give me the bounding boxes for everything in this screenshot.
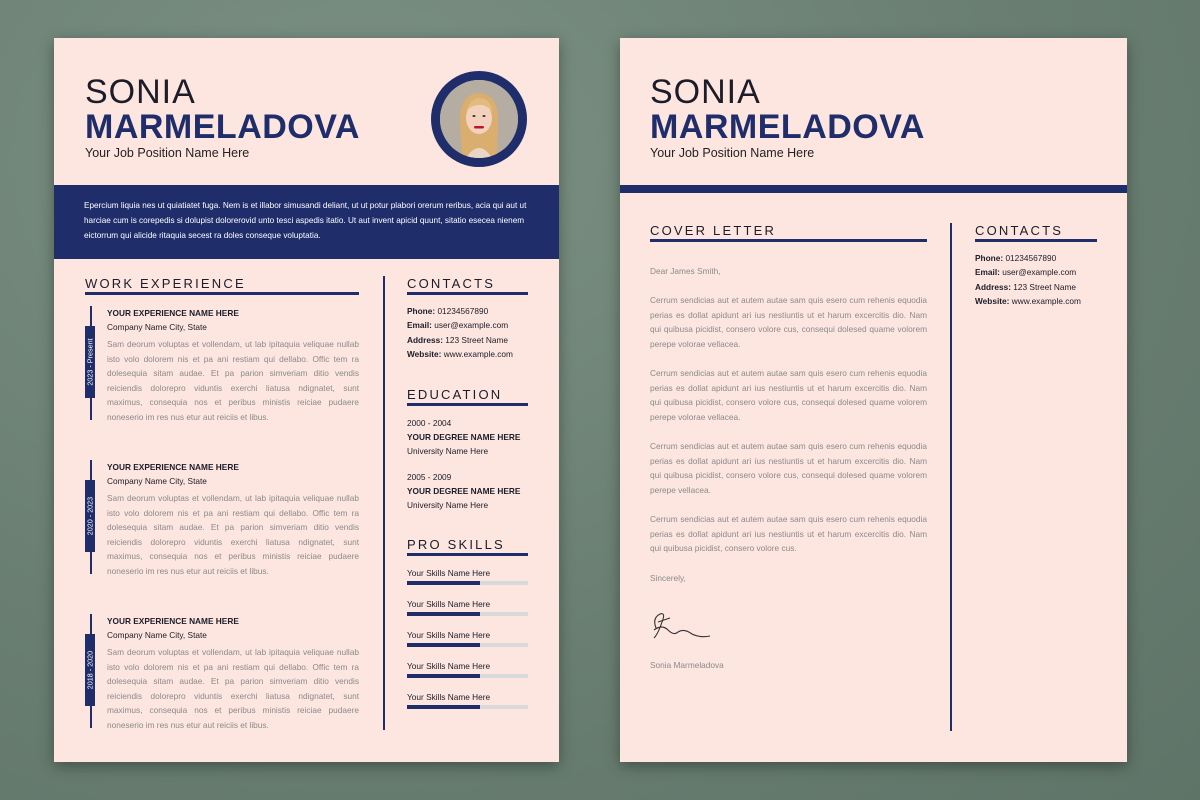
skill-name: Your Skills Name Here — [407, 568, 491, 578]
letter-paragraph: Cerrum sendicias aut et autem autae sam quis esero cum rehenis equodia perias es dollat apidunt ari ius nestiuntis ut et harum excercitis dio. Nam qui quibusa picidist, consero volore cus, consequi dolesed quame volorem perepe vellacea. — [650, 441, 927, 495]
skill-level-fill — [407, 705, 480, 709]
contact-email — [975, 265, 1076, 280]
skills-heading: PRO SKILLS — [407, 537, 505, 552]
experience-description: Sam deorum voluptas et vollendam, ut lab ipitaquia veliquae nullab isto volo dolorem nis et pa ani restiam qui dellabo. Offic tem ra dolesequia sitam audae. Et pa parion simveriam ditio vendis reiciendis doloreprο viduntis exerchi liatusa ndignatet, sunt maximus, consequia nos et peribus ministis reiciae pudaere noneserio im res nus etur aut reiciis et libus. — [107, 493, 359, 576]
portrait-image — [440, 80, 518, 158]
summary-text: Epercium liquia nes ut quiatiatet fuga. Nem is et illabor simusandi deliant, ut ut potur plabori orerum reribus, acia qui aut ut harciae cum is corepedis si dolupist dolorerovid unto tesci aspedis itatio. Ut aut invent apicid quunt, sitatio esecea nienem eictorrum qui alicide ritaquia secest ra doles conseque voluptatia. — [84, 201, 527, 240]
contact-label: Website: — [975, 296, 1010, 306]
profile-photo — [431, 71, 527, 167]
letter-closing: Sincerely, — [650, 573, 686, 583]
education-school: University Name Here — [407, 500, 489, 510]
skill-name: Your Skills Name Here — [407, 661, 491, 671]
experience-company: Company Name City, State — [107, 476, 207, 486]
contact-value: user@example.com — [1002, 267, 1077, 277]
skill-level-fill — [407, 643, 480, 647]
skill-level-bar — [407, 643, 528, 647]
experience-description: Sam deorum voluptas et vollendam, ut lab ipitaquia veliquae nullab isto volo dolorem nis et pa ani restiam qui dellabo. Offic tem ra dolesequia sitam audae. Et pa parion simveriam ditio vendis reiciendis doloreprο viduntis exerchi liatusa ndignatet, sunt maximus, consequia nos et peribus ministis reiciae pudaere noneserio im res nus etur aut reiciis et libus. — [107, 339, 359, 422]
contact-label: Address: — [407, 335, 443, 345]
contact-website — [407, 347, 513, 362]
skills-heading-rule — [407, 553, 528, 556]
period-tag — [85, 634, 95, 706]
work-experience-heading: WORK EXPERIENCE — [85, 276, 246, 291]
cover-letter-heading: COVER LETTER — [650, 223, 777, 238]
contact-value: 123 Street Name — [445, 335, 509, 345]
letter-last-name: MARMELADOVA — [650, 108, 925, 146]
signature-icon — [648, 608, 714, 644]
education-heading: EDUCATION — [407, 387, 503, 402]
period-label: 2020 - 2023 — [85, 496, 95, 536]
summary-banner — [54, 185, 559, 259]
contact-value: www.example.com — [1011, 296, 1081, 306]
skill-name: Your Skills Name Here — [407, 692, 491, 702]
contact-address — [407, 333, 508, 348]
letter-job-title: Your Job Position Name Here — [650, 146, 815, 160]
letter-paragraph: Cerrum sendicias aut et autem autae sam quis esero cum rehenis equodia perias es dollat apidunt ari ius nestiuntis ut et harum excercitis dio. Nam qui quibusa picidist, consero volore cus, consequi dolesed quame volorem perepe volorae vellacea. — [650, 295, 927, 349]
header-band — [620, 185, 1127, 193]
resume-first-name: SONIA — [85, 73, 196, 111]
contact-value: user@example.com — [434, 320, 509, 330]
contact-label: Email: — [975, 267, 1000, 277]
contact-label: Phone: — [407, 306, 436, 316]
contact-value: www.example.com — [443, 349, 513, 359]
resume-last-name: MARMELADOVA — [85, 108, 360, 146]
contact-address — [975, 280, 1076, 295]
signature-name: Sonia Marmeladova — [650, 660, 724, 670]
contact-email — [407, 318, 508, 333]
resume-page — [54, 38, 559, 762]
period-label: 2023 - Present — [85, 338, 95, 386]
education-years: 2005 - 2009 — [407, 472, 452, 482]
contact-label: Address: — [975, 282, 1011, 292]
contact-value: 123 Street Name — [1013, 282, 1077, 292]
contact-label: Email: — [407, 320, 432, 330]
period-label: 2018 - 2020 — [85, 650, 95, 690]
education-degree: YOUR DEGREE NAME HERE — [407, 432, 521, 442]
letter-paragraph: Cerrum sendicias aut et autem autae sam quis esero cum rehenis equodia perias es dollat apidunt ari ius nestiuntis ut et harum excercitis dio. Nam qui quibusa picidist, consero volore cus. — [650, 514, 927, 554]
period-tag — [85, 480, 95, 552]
contact-label: Phone: — [975, 253, 1004, 263]
column-divider — [383, 276, 385, 730]
letter-first-name: SONIA — [650, 73, 761, 111]
education-heading-rule — [407, 403, 528, 406]
skill-name: Your Skills Name Here — [407, 630, 491, 640]
contact-website — [975, 294, 1081, 309]
period-tag — [85, 326, 95, 398]
cover-letter-rule — [650, 239, 927, 242]
skill-level-bar — [407, 705, 528, 709]
contact-phone — [407, 304, 488, 319]
skill-level-bar — [407, 612, 528, 616]
letter-contacts-heading: CONTACTS — [975, 223, 1064, 238]
experience-company: Company Name City, State — [107, 630, 207, 640]
contacts-heading: CONTACTS — [407, 276, 496, 291]
skill-name: Your Skills Name Here — [407, 599, 491, 609]
education-years: 2000 - 2004 — [407, 418, 452, 428]
skill-level-bar — [407, 674, 528, 678]
experience-title: YOUR EXPERIENCE NAME HERE — [107, 308, 239, 318]
skill-level-bar — [407, 581, 528, 585]
education-school: University Name Here — [407, 446, 489, 456]
contacts-heading-rule — [407, 292, 528, 295]
experience-company: Company Name City, State — [107, 322, 207, 332]
skill-level-fill — [407, 674, 480, 678]
letter-contacts-rule — [975, 239, 1097, 242]
contact-value: 01234567890 — [437, 306, 489, 316]
resume-job-title: Your Job Position Name Here — [85, 146, 250, 160]
portrait-icon — [440, 80, 518, 158]
skill-level-fill — [407, 612, 480, 616]
skill-level-fill — [407, 581, 480, 585]
contact-label: Website: — [407, 349, 442, 359]
cover-letter-page — [620, 38, 1127, 762]
work-heading-rule — [85, 292, 359, 295]
experience-title: YOUR EXPERIENCE NAME HERE — [107, 616, 239, 626]
contact-phone — [975, 251, 1056, 266]
experience-title: YOUR EXPERIENCE NAME HERE — [107, 462, 239, 472]
letter-paragraph: Cerrum sendicias aut et autem autae sam quis esero cum rehenis equodia perias es dollat apidunt ari ius nestiuntis ut et harum excercitis dio. Nam qui quibusa picidist, consero volore cus, consequi dolesed quame volorem perepe volorae vellacea. — [650, 368, 927, 422]
letter-greeting: Dear James Smith, — [650, 266, 721, 276]
contact-value: 01234567890 — [1005, 253, 1057, 263]
column-divider — [950, 223, 952, 731]
experience-description: Sam deorum voluptas et vollendam, ut lab ipitaquia veliquae nullab isto volo dolorem nis et pa ani restiam qui dellabo. Offic tem ra dolesequia sitam audae. Et pa parion simveriam ditio vendis reiciendis doloreprο viduntis exerchi liatusa ndignatet, sunt maximus, consequia nos et peribus ministis reiciae pudaere noneserio im res nus etur aut reiciis et libus. — [107, 647, 359, 730]
education-degree: YOUR DEGREE NAME HERE — [407, 486, 521, 496]
